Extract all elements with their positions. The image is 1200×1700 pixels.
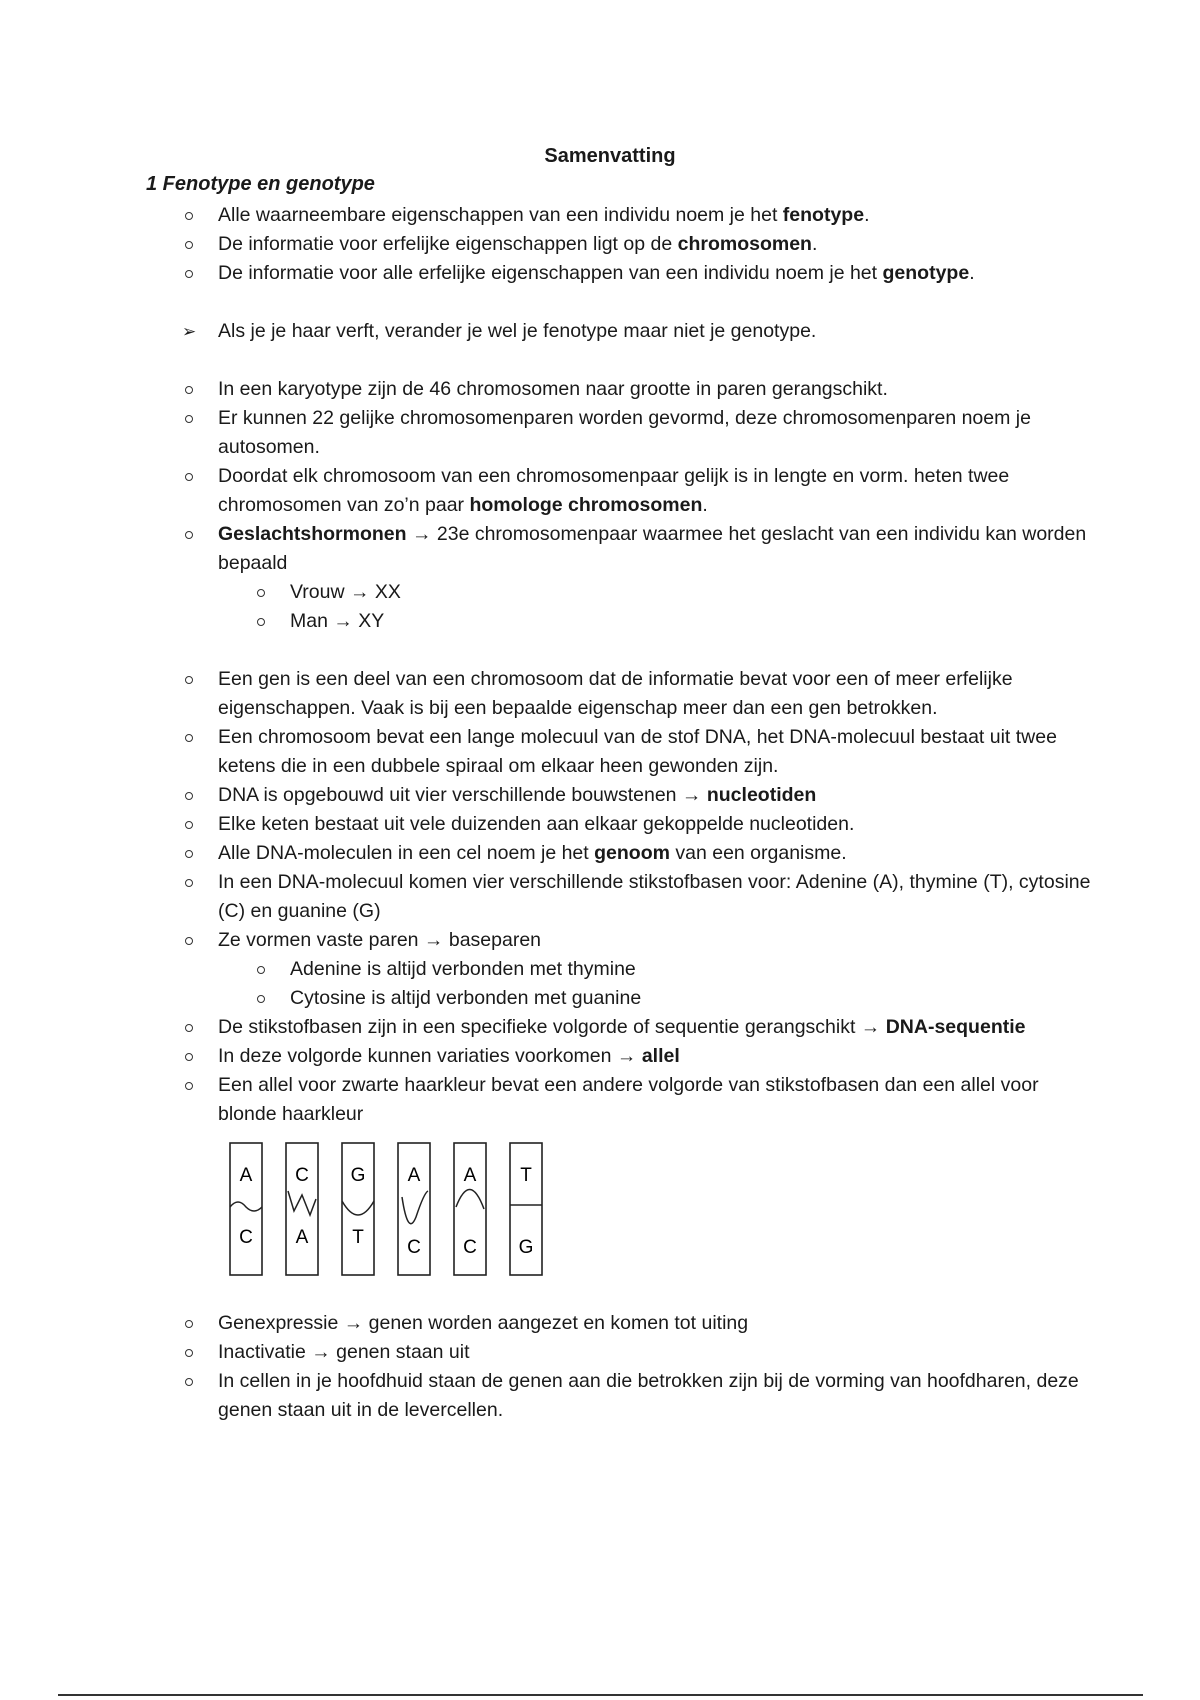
sub-item-adenine: Adenine is altijd verbonden met thymine bbox=[290, 955, 1098, 984]
bond-line bbox=[342, 1201, 374, 1215]
item-text: Een chromosoom bevat een lange molecuul van de stof DNA, het DNA-molecuul bestaat uit twee ketens die in een dubbele spiraal om elkaar heen gewonden zijn. bbox=[218, 726, 1057, 777]
base-pair-4 bbox=[454, 1143, 486, 1275]
item-text: Een allel voor zwarte haarkleur bevat een andere volgorde van stikstofbasen dan een allel voor blonde haarkleur bbox=[218, 1074, 1039, 1125]
item-text: Ze vormen vaste paren → baseparen bbox=[218, 929, 542, 951]
item-text: Genexpressie → genen worden aangezet en komen tot uiting bbox=[218, 1312, 749, 1334]
list-item bbox=[218, 1367, 1098, 1425]
base-pair-diagram bbox=[226, 1137, 1098, 1285]
base-pair-0 bbox=[230, 1143, 262, 1275]
bold-term: homologe chromosomen bbox=[469, 494, 703, 516]
bold-term: chromosomen bbox=[677, 233, 812, 255]
bold-term: genoom bbox=[594, 842, 670, 864]
footer-rule bbox=[58, 1694, 1143, 1696]
list-item bbox=[218, 723, 1098, 781]
base-pair-figure bbox=[226, 1137, 586, 1285]
bold-term: Geslachtshormonen bbox=[218, 523, 407, 545]
list-item bbox=[218, 781, 1098, 810]
list-item bbox=[218, 1071, 1098, 1129]
list-item bbox=[218, 230, 1098, 259]
base-pair-5 bbox=[510, 1143, 542, 1275]
bold-term: fenotype bbox=[782, 204, 865, 226]
bottom-base: C bbox=[239, 1227, 253, 1248]
item-text: → 23e chromosomenpaar waarmee het geslacht van een individu kan worden bepaald bbox=[218, 523, 1087, 574]
base-sub-list bbox=[218, 955, 1098, 1013]
item-text: In een karyotype zijn de 46 chromosomen naar grootte in paren gerangschikt. bbox=[218, 378, 888, 400]
sub-item-man: Man → XY bbox=[290, 607, 1098, 636]
list-item bbox=[218, 201, 1098, 230]
note-list bbox=[218, 317, 1098, 346]
list-item bbox=[218, 1013, 1098, 1042]
arrow-note: ➢ Als je je haar verft, verander je wel je fenotype maar niet je genotype. bbox=[218, 317, 1098, 346]
item-text: In cellen in je hoofdhuid staan de genen aan die betrokken zijn bij de vorming van hoofdharen, deze genen staan uit in de levercellen. bbox=[218, 1370, 1079, 1421]
bullet-list-4 bbox=[218, 1013, 1098, 1129]
document-content bbox=[218, 201, 1098, 1425]
bond-line bbox=[456, 1189, 484, 1209]
bullet-list-5 bbox=[218, 1309, 1098, 1425]
list-item bbox=[218, 1338, 1098, 1367]
base-pair-3 bbox=[398, 1143, 430, 1275]
bottom-base: C bbox=[463, 1237, 477, 1258]
list-item bbox=[218, 868, 1098, 926]
bond-line bbox=[288, 1191, 316, 1215]
item-text: Alle waarneembare eigenschappen van een individu noem je het bbox=[218, 204, 783, 226]
item-text-end: . bbox=[702, 494, 708, 516]
base-pair-1 bbox=[286, 1143, 318, 1275]
bullet-list-3 bbox=[218, 665, 1098, 955]
item-text: In een DNA-molecuul komen vier verschillende stikstofbasen voor: Adenine (A), thymine (T), cytosine (C) en guanine (G) bbox=[218, 871, 1091, 922]
bond-line bbox=[402, 1191, 428, 1224]
bold-term: nucleotiden bbox=[706, 784, 817, 806]
list-item bbox=[218, 1042, 1098, 1071]
bond-line bbox=[230, 1202, 262, 1211]
bold-term: allel bbox=[641, 1045, 680, 1067]
list-item bbox=[218, 839, 1098, 868]
list-item bbox=[218, 1309, 1098, 1338]
list-item bbox=[218, 810, 1098, 839]
base-pair-2 bbox=[342, 1143, 374, 1275]
item-text: In deze volgorde kunnen variaties voorkomen → bbox=[218, 1045, 642, 1067]
item-text: Inactivatie → genen staan uit bbox=[218, 1341, 470, 1363]
item-text: De informatie voor erfelijke eigenschappen ligt op de bbox=[218, 233, 678, 255]
item-text-end: van een organisme. bbox=[669, 842, 847, 864]
base-pair-box bbox=[230, 1143, 262, 1275]
top-base: A bbox=[407, 1165, 421, 1186]
bullet-list-1 bbox=[218, 201, 1098, 288]
sub-item-vrouw: Vrouw → XX bbox=[290, 578, 1098, 607]
list-item bbox=[218, 462, 1098, 520]
top-base: T bbox=[520, 1165, 532, 1186]
bullet-list-2 bbox=[218, 375, 1098, 520]
item-text: Een gen is een deel van een chromosoom dat de informatie bevat voor een of meer erfelijke eigenschappen. Vaak is bij een bepaalde eigenschap meer dan een gen betrokken. bbox=[218, 668, 1013, 719]
top-base: A bbox=[239, 1165, 253, 1186]
base-pair-box bbox=[286, 1143, 318, 1275]
item-text-end: . bbox=[969, 262, 975, 284]
item-text: Er kunnen 22 gelijke chromosomenparen worden gevormd, deze chromosomenparen noem je autosomen. bbox=[218, 407, 1031, 458]
list-item bbox=[218, 520, 1098, 578]
item-text: DNA is opgebouwd uit vier verschillende bouwstenen → bbox=[218, 784, 707, 806]
item-text: De stikstofbasen zijn in een specifieke volgorde of sequentie gerangschikt → bbox=[218, 1016, 886, 1038]
item-text: Elke keten bestaat uit vele duizenden aan elkaar gekoppelde nucleotiden. bbox=[218, 813, 855, 835]
list-item bbox=[218, 926, 1098, 955]
top-base: G bbox=[350, 1165, 366, 1186]
bold-term: DNA-sequentie bbox=[885, 1016, 1026, 1038]
list-item bbox=[218, 375, 1098, 404]
bottom-base: A bbox=[295, 1227, 309, 1248]
bottom-base: C bbox=[407, 1237, 421, 1258]
bottom-base: T bbox=[352, 1227, 364, 1248]
top-base: A bbox=[463, 1165, 477, 1186]
bullet-list-geslacht bbox=[218, 520, 1098, 636]
bold-term: genotype bbox=[882, 262, 970, 284]
top-base: C bbox=[295, 1165, 309, 1186]
sub-item-cytosine: Cytosine is altijd verbonden met guanine bbox=[290, 984, 1098, 1013]
list-item bbox=[218, 259, 1098, 288]
item-text-end: . bbox=[864, 204, 870, 226]
item-text-end: . bbox=[811, 233, 818, 255]
list-item bbox=[218, 404, 1098, 462]
bottom-base: G bbox=[518, 1237, 534, 1258]
item-text: Alle DNA-moleculen in een cel noem je het bbox=[218, 842, 595, 864]
page-title: Samenvatting bbox=[544, 145, 676, 167]
item-text: Doordat elk chromosoom van een chromosomenpaar gelijk is in lengte en vorm. heten twee chromosomen van zo’n paar bbox=[218, 465, 1010, 516]
item-text: De informatie voor alle erfelijke eigenschappen van een individu noem je het bbox=[218, 262, 883, 284]
list-item bbox=[218, 665, 1098, 723]
section-heading: 1 Fenotype en genotype bbox=[146, 173, 375, 195]
